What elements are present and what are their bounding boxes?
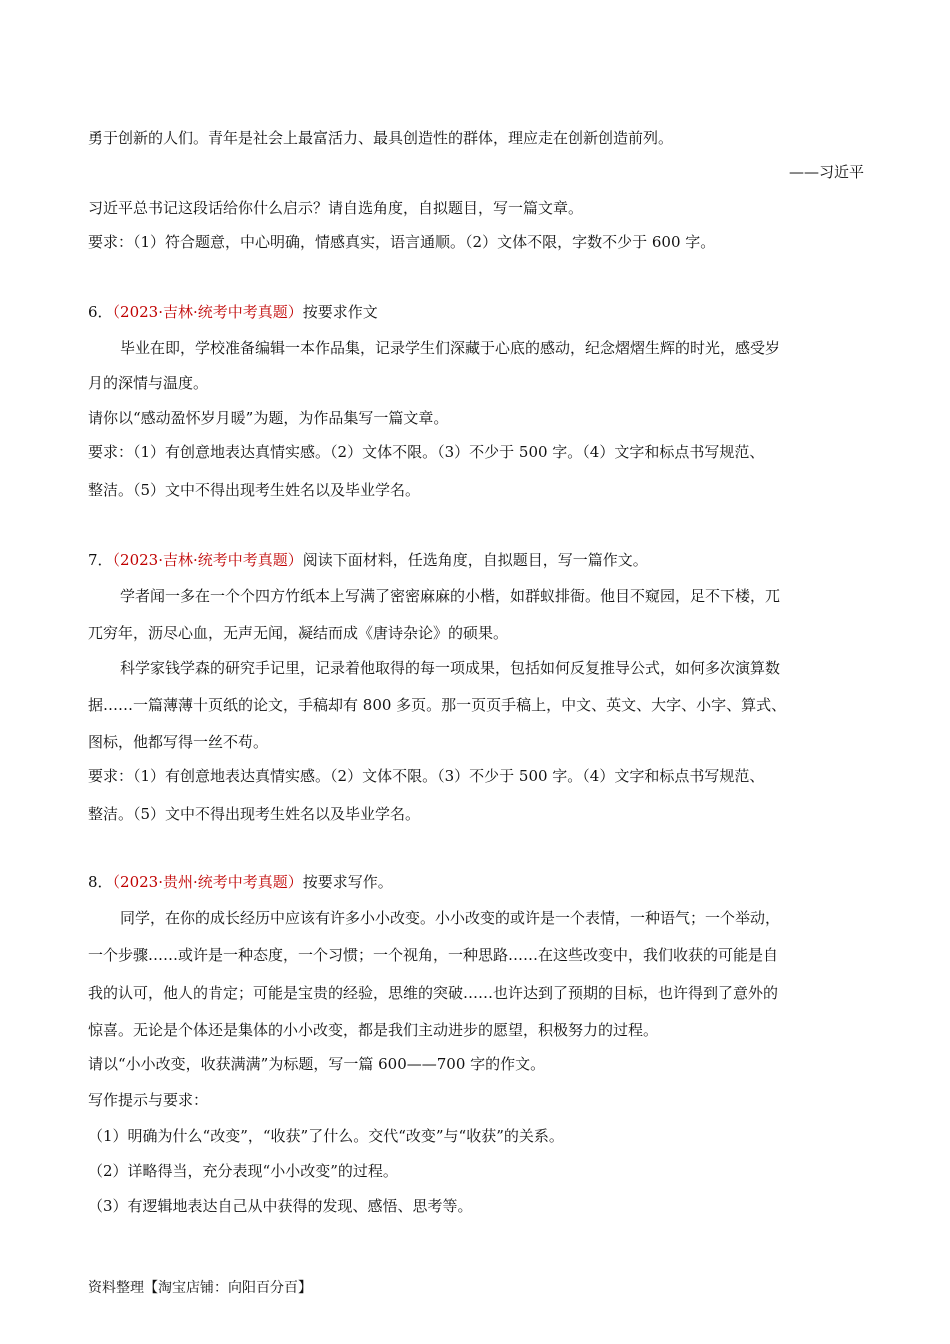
intro-requirement: 要求：（1）符合题意，中心明确，情感真实，语言通顺。（2）文体不限，字数不少于 600 字。 — [88, 233, 716, 251]
q8-paragraph-line: 一个步骤……或许是一种态度，一个习惯；一个视角，一种思路……在这些改变中，我们收获的可能是自 — [88, 946, 779, 964]
question-7-heading — [88, 549, 868, 571]
q7-paragraph-line: 据……一篇薄薄十页纸的论文，手稿却有 800 多页。那一页页手稿上，中文、英文、大字、小字、算式、 — [88, 696, 787, 714]
page-footer: 资料整理【淘宝店铺：向阳百分百】 — [88, 1280, 312, 1296]
q7-paragraph-line: 兀穷年，沥尽心血，无声无闻，凝结而成《唐诗杂论》的硕果。 — [88, 624, 509, 642]
q8-paragraph-line: 惊喜。无论是个体还是集体的小小改变，都是我们主动进步的愿望，积极努力的过程。 — [88, 1021, 659, 1039]
question-number: 7． — [88, 551, 113, 569]
q8-tip: （3）有逻辑地表达自己从中获得的发现、感悟、思考等。 — [88, 1197, 473, 1215]
question-source: （2023·贵州·统考中考真题） — [112, 873, 303, 891]
q7-requirement-line: 整洁。（5）文中不得出现考生姓名以及毕业学名。 — [88, 805, 421, 823]
question-6-heading — [88, 301, 868, 323]
q8-tip: （1）明确为什么“改变”，“收获”了什么。交代“改变”与“收获”的关系。 — [88, 1127, 564, 1145]
question-title: 按要求写作。 — [302, 873, 393, 891]
q8-paragraph-line: 同学，在你的成长经历中应该有许多小小改变。小小改变的或许是一个表情，一种语气；一个举动， — [120, 909, 781, 927]
attribution: ——习近平 — [788, 163, 864, 181]
q8-tips-heading: 写作提示与要求： — [88, 1091, 209, 1109]
q8-paragraph-line: 我的认可，他人的肯定；可能是宝贵的经验，思维的突破……也许达到了预期的目标，也许得到了意外的 — [88, 984, 779, 1002]
question-number: 8． — [88, 873, 113, 891]
q6-requirement-line: 要求：（1）有创意地表达真情实感。（2）文体不限。（3）不少于 500 字。（4）文字和标点书写规范、 — [88, 443, 765, 461]
intro-prompt: 习近平总书记这段话给你什么启示？请自选角度，自拟题目，写一篇文章。 — [88, 199, 584, 217]
q7-requirement-line: 要求：（1）有创意地表达真情实感。（2）文体不限。（3）不少于 500 字。（4）文字和标点书写规范、 — [88, 767, 765, 785]
q8-tip: （2）详略得当，充分表现“小小改变”的过程。 — [88, 1162, 398, 1180]
question-number: 6． — [88, 303, 113, 321]
q6-prompt: 请你以“感动盈怀岁月暖”为题，为作品集写一篇文章。 — [88, 409, 449, 427]
question-source: （2023·吉林·统考中考真题） — [112, 551, 303, 569]
question-title: 阅读下面材料，任选角度，自拟题目，写一篇作文。 — [302, 551, 648, 569]
q7-paragraph-line: 科学家钱学森的研究手记里，记录着他取得的每一项成果，包括如何反复推导公式，如何多次演算数 — [120, 659, 781, 677]
question-source: （2023·吉林·统考中考真题） — [112, 303, 303, 321]
question-title: 按要求作文 — [302, 303, 378, 321]
q7-paragraph-line: 图标，他都写得一丝不苟。 — [88, 733, 269, 751]
q8-prompt: 请以“小小改变，收获满满”为标题，写一篇 600——700 字的作文。 — [88, 1055, 546, 1073]
intro-line: 勇于创新的人们。青年是社会上最富活力、最具创造性的群体，理应走在创新创造前列。 — [88, 129, 674, 147]
q6-paragraph-line: 月的深情与温度。 — [88, 374, 209, 392]
q6-requirement-line: 整洁。（5）文中不得出现考生姓名以及毕业学名。 — [88, 481, 421, 499]
question-8-heading — [88, 871, 868, 893]
q7-paragraph-line: 学者闻一多在一个个四方竹纸本上写满了密密麻麻的小楷，如群蚁排衙。他目不窥园，足不下楼，兀 — [120, 587, 781, 605]
q6-paragraph-line: 毕业在即，学校准备编辑一本作品集，记录学生们深藏于心底的感动，纪念熠熠生辉的时光，感受岁 — [120, 339, 781, 357]
